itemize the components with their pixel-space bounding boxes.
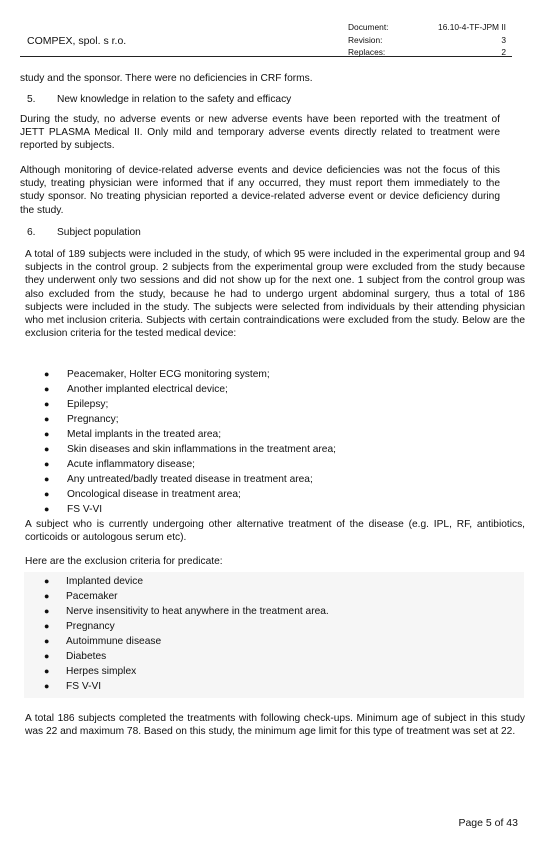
list-item: ● Pacemaker bbox=[44, 591, 118, 602]
document-label: Document: bbox=[348, 22, 389, 32]
section-6-number: 6. bbox=[27, 227, 36, 238]
bullet-icon: ● bbox=[44, 666, 50, 676]
bullet-icon: ● bbox=[44, 474, 50, 484]
bullet-icon: ● bbox=[44, 489, 50, 499]
list-item: ● Any untreated/badly treated disease in treatment area; bbox=[44, 474, 313, 485]
section-6-paragraph-4: A total 186 subjects completed the treatments with following check-ups. Minimum age of subject in this study was 22 and maximum 78. Based on this study, the minimum age limit for this type of treatment was set at 22. bbox=[25, 713, 525, 738]
bullet-icon: ● bbox=[44, 651, 50, 661]
bullet-icon: ● bbox=[44, 399, 50, 409]
section-6-title: Subject population bbox=[57, 227, 141, 238]
section-5-paragraph-2: Although monitoring of device-related adverse events and device deficiencies was not the focus of this study, treating physician were informed that if any occurred, they must report them immediately to the study sponsor. No treating physician reported a device-related adverse event or device deficiency during the study. bbox=[20, 165, 500, 216]
list-item: ● Diabetes bbox=[44, 651, 107, 662]
list-item: ● Herpes simplex bbox=[44, 666, 137, 677]
bullet-icon: ● bbox=[44, 444, 50, 454]
section-5-heading bbox=[27, 94, 291, 105]
list-item: ● Acute inflammatory disease; bbox=[44, 459, 195, 470]
bullet-icon: ● bbox=[44, 504, 50, 514]
intro-line: study and the sponsor. There were no deficiencies in CRF forms. bbox=[20, 73, 313, 84]
device-exclusion-list bbox=[44, 367, 336, 517]
bullet-icon: ● bbox=[44, 591, 50, 601]
bullet-icon: ● bbox=[44, 429, 50, 439]
page-number: Page 5 of 43 bbox=[458, 817, 518, 829]
revision-row bbox=[348, 34, 506, 47]
bullet-icon: ● bbox=[44, 384, 50, 394]
predicate-exclusion-list bbox=[44, 574, 329, 694]
list-item: ● Metal implants in the treated area; bbox=[44, 429, 222, 440]
list-item: ● Oncological disease in treatment area; bbox=[44, 489, 241, 500]
bullet-icon: ● bbox=[44, 576, 50, 586]
section-6-paragraph-1: A total of 189 subjects were included in the study, of which 95 were included in the experimental group and 94 subjects in the control group. 2 subjects from the experimental group were excluded from the study because they underwent only two sessions and did not show up for the next one. 1 subject from the control group was also excluded from the study, because he had to undergo urgent abdominal surgery, thus a total of 186 subjects were included in the study. The subjects were selected from individuals by their attending physician who met inclusion criteria. Subjects with certain contraindications were excluded from the study. Below are the exclusion criteria for the tested medical device: bbox=[25, 249, 525, 340]
section-5-paragraph-1: During the study, no adverse events or new adverse events have been reported with the treatment of JETT PLASMA Medical II. Only mild and temporary adverse events directly related to treatment were reported by subjects. bbox=[20, 114, 500, 152]
section-6-heading bbox=[27, 227, 141, 238]
document-info bbox=[348, 21, 506, 59]
list-item: ● Pregnancy; bbox=[44, 414, 119, 425]
bullet-icon: ● bbox=[44, 369, 50, 379]
list-item: ● Another implanted electrical device; bbox=[44, 384, 228, 395]
list-item: ● Implanted device bbox=[44, 576, 144, 587]
header-divider bbox=[20, 56, 512, 57]
list-item: ● FS V-VI bbox=[44, 504, 103, 515]
bullet-icon: ● bbox=[44, 459, 50, 469]
section-6-paragraph-2: A subject who is currently undergoing other alternative treatment of the disease (e.g. IPL, RF, antibiotics, corticoids or autologous serum etc). bbox=[25, 519, 525, 544]
bullet-icon: ● bbox=[44, 681, 50, 691]
list-item: ● Autoimmune disease bbox=[44, 636, 162, 647]
revision-label: Revision: bbox=[348, 34, 383, 45]
replaces-value: 2 bbox=[501, 47, 506, 57]
company-name: COMPEX, spol. s r.o. bbox=[27, 35, 127, 47]
document-row bbox=[348, 21, 506, 34]
section-5-title: New knowledge in relation to the safety and efficacy bbox=[57, 94, 292, 105]
replaces-label: Replaces: bbox=[348, 47, 386, 57]
bullet-icon: ● bbox=[44, 621, 50, 631]
list-item: ● Nerve insensitivity to heat anywhere in the treatment area. bbox=[44, 606, 329, 617]
list-item: ● Epilepsy; bbox=[44, 399, 109, 410]
list-item: ● Pregnancy bbox=[44, 621, 115, 632]
section-6-paragraph-3: Here are the exclusion criteria for predicate: bbox=[25, 556, 223, 567]
bullet-icon: ● bbox=[44, 636, 50, 646]
list-item: ● Skin diseases and skin inflammations in the treatment area; bbox=[44, 444, 336, 455]
document-value: 16.10-4-TF-JPM II bbox=[438, 22, 506, 32]
revision-value: 3 bbox=[501, 34, 506, 45]
list-item: ● FS V-VI bbox=[44, 681, 102, 692]
section-5-number: 5. bbox=[27, 94, 36, 105]
bullet-icon: ● bbox=[44, 606, 50, 616]
bullet-icon: ● bbox=[44, 414, 50, 424]
list-item: ● Peacemaker, Holter ECG monitoring system; bbox=[44, 369, 270, 380]
